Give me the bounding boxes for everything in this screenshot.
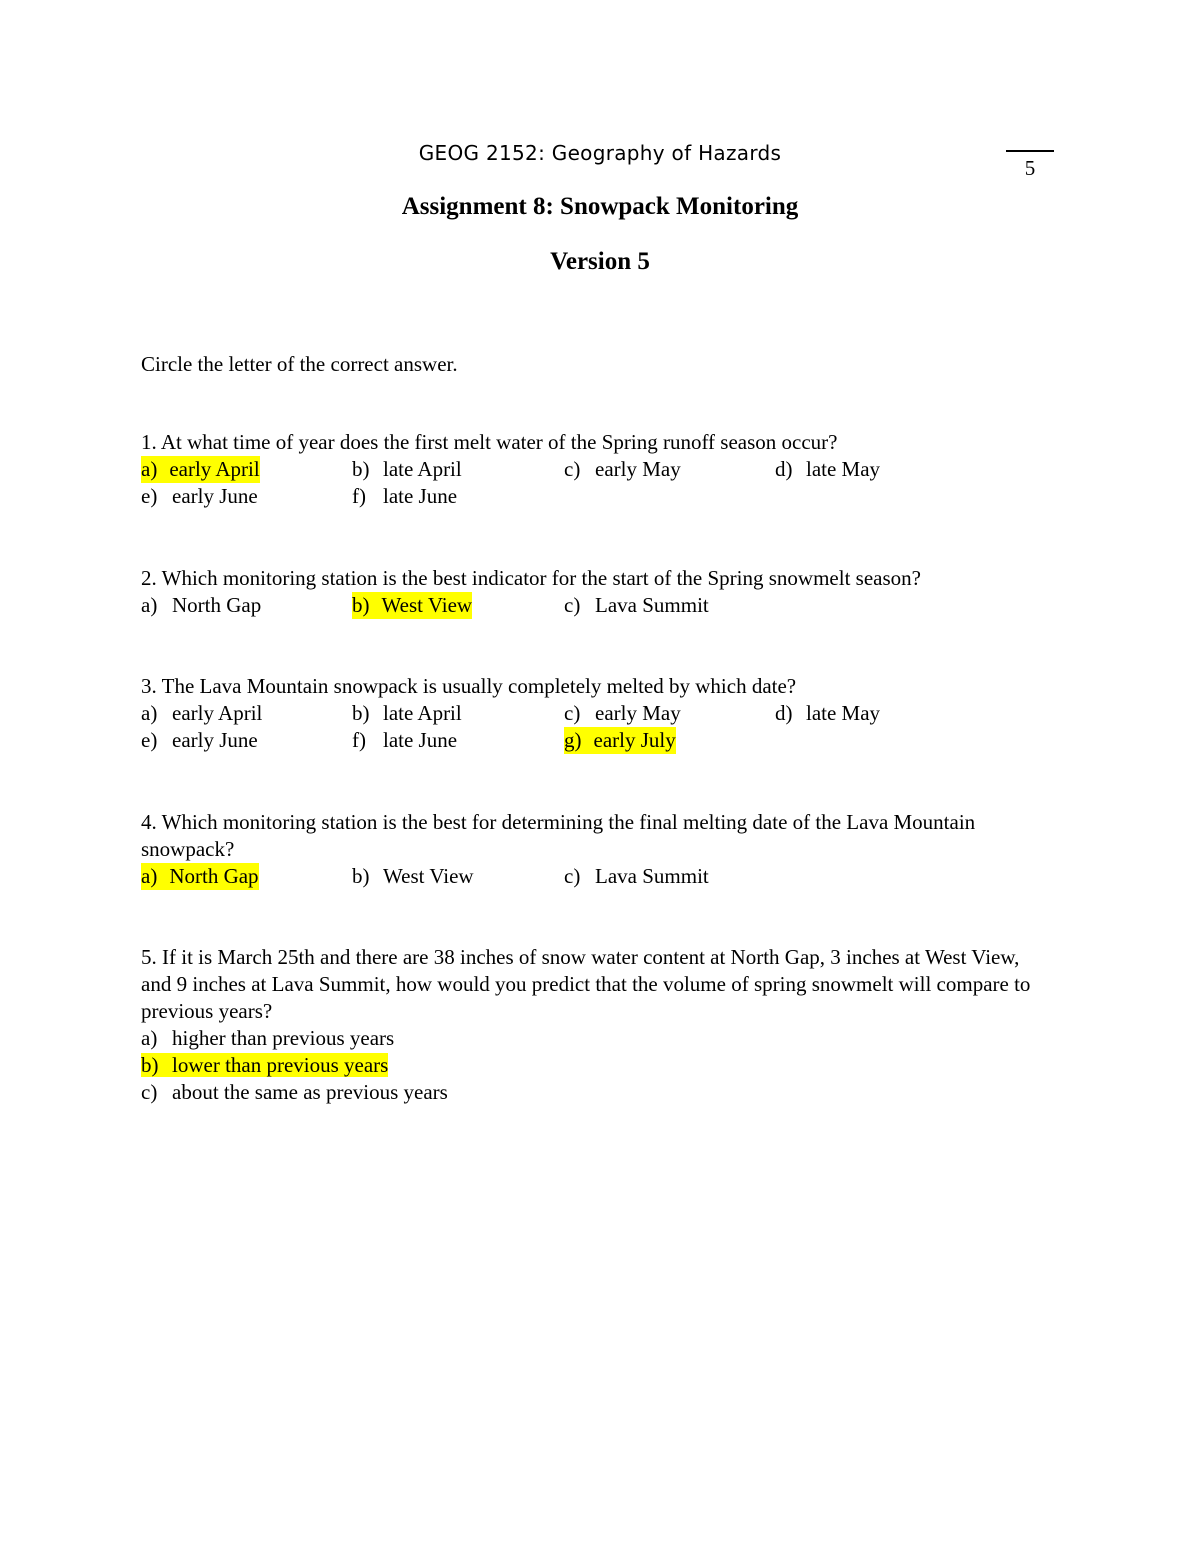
question-text: 3. The Lava Mountain snowpack is usually completely melted by which date? [141,674,797,698]
options-row [141,456,1041,483]
question-5 [141,944,1031,1106]
question-4 [141,809,1001,890]
question-3 [141,673,1041,754]
option-b[interactable]: b) West View [352,864,474,888]
option-c[interactable]: c) Lava Summit [564,864,709,888]
option-a[interactable]: a) North Gap [141,864,259,888]
question-text: 4. Which monitoring station is the best for determining the final melting date of the Lava Mountain snowpack? [141,810,976,861]
options-row [141,483,1041,510]
options-row [141,592,1041,619]
option-b[interactable]: b) West View [352,593,473,617]
option-c[interactable]: c) about the same as previous years [141,1080,448,1104]
option-f[interactable]: f) late June [352,728,458,752]
score-value: 5 [1024,156,1036,180]
option-c[interactable]: c) Lava Summit [564,593,709,617]
option-b[interactable]: b) late April [352,701,462,725]
option-a[interactable]: a) early April [141,457,260,481]
option-d[interactable]: d) late May [775,701,881,725]
option-c[interactable]: c) early May [564,457,681,481]
options-list [141,1025,1031,1106]
option-d[interactable]: d) late May [775,457,881,481]
option-a[interactable]: a) North Gap [141,593,262,617]
option-e[interactable]: e) early June [141,728,258,752]
option-a[interactable]: a) higher than previous years [141,1026,395,1050]
assignment-title: Assignment 8: Snowpack Monitoring [401,193,799,220]
course-title: GEOG 2152: Geography of Hazards [418,141,782,165]
option-g[interactable]: g) early July [564,728,676,752]
score-box [1006,150,1054,181]
question-text: 5. If it is March 25th and there are 38 inches of snow water content at North Gap, 3 inches at West View, and 9 inches at Lava Summit, how would you predict that the volume of spring snowmelt will compare to previous years? [141,945,1031,1023]
option-c[interactable]: c) early May [564,701,681,725]
question-2 [141,565,1041,619]
options-row [141,727,1041,754]
version-label: Version 5 [550,248,650,275]
instructions: Circle the letter of the correct answer. [141,352,458,376]
options-row [141,863,1001,890]
question-text: 1. At what time of year does the first melt water of the Spring runoff season occur? [141,430,838,454]
options-row [141,700,1041,727]
option-f[interactable]: f) late June [352,484,458,508]
option-e[interactable]: e) early June [141,484,258,508]
option-b[interactable]: b) lower than previous years [141,1053,389,1077]
question-1 [141,429,1041,510]
question-text: 2. Which monitoring station is the best indicator for the start of the Spring snowmelt season? [141,566,921,590]
option-a[interactable]: a) early April [141,701,263,725]
score-blank-line [1006,150,1054,152]
option-b[interactable]: b) late April [352,457,462,481]
